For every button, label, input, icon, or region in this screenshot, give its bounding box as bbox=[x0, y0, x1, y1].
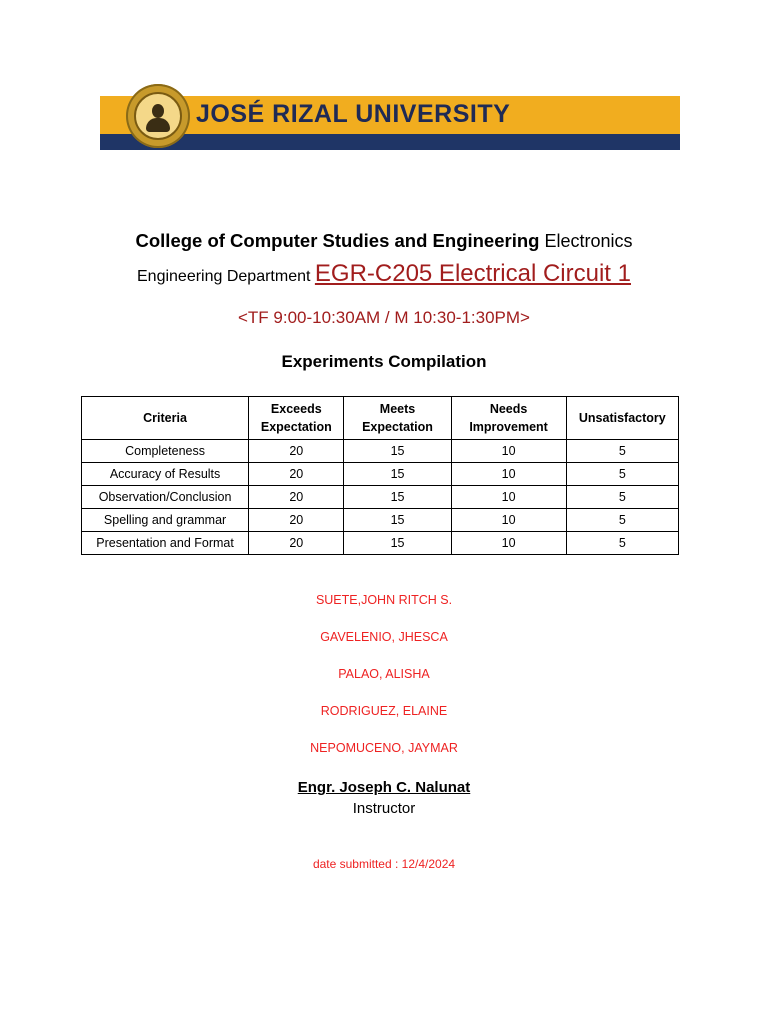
score-cell: 5 bbox=[566, 532, 678, 555]
score-cell: 5 bbox=[566, 463, 678, 486]
header-meets: Meets Expectation bbox=[344, 397, 451, 440]
course-title: EGR-C205 Electrical Circuit 1 bbox=[314, 260, 631, 287]
instructor-name: Engr. Joseph C. Nalunat bbox=[297, 779, 471, 796]
table-row bbox=[82, 509, 679, 532]
score-cell: 5 bbox=[566, 440, 678, 463]
college-name: College of Computer Studies and Engineering bbox=[135, 230, 540, 251]
score-cell: 10 bbox=[451, 463, 566, 486]
seal-portrait-body bbox=[146, 118, 170, 132]
score-cell: 20 bbox=[249, 440, 344, 463]
rubric-table bbox=[81, 396, 679, 555]
score-cell: 15 bbox=[344, 532, 451, 555]
list-item: GAVELENIO, JHESCA bbox=[320, 630, 448, 644]
criteria-cell: Spelling and grammar bbox=[82, 509, 249, 532]
score-cell: 15 bbox=[344, 463, 451, 486]
header-needs-improvement: Needs Improvement bbox=[451, 397, 566, 440]
table-row bbox=[82, 532, 679, 555]
header-unsatisfactory: Unsatisfactory bbox=[566, 397, 678, 440]
seal-portrait-head bbox=[152, 104, 164, 118]
table-row bbox=[82, 463, 679, 486]
score-cell: 10 bbox=[451, 440, 566, 463]
score-cell: 5 bbox=[566, 509, 678, 532]
table-row bbox=[82, 440, 679, 463]
member-list bbox=[0, 592, 768, 777]
university-banner bbox=[100, 96, 680, 150]
rubric-header-row bbox=[82, 397, 679, 440]
university-name: JOSÉ RIZAL UNIVERSITY bbox=[196, 100, 511, 128]
criteria-cell: Presentation and Format bbox=[82, 532, 249, 555]
date-submitted: date submitted : 12/4/2024 bbox=[312, 857, 456, 871]
score-cell: 15 bbox=[344, 509, 451, 532]
list-item: NEPOMUCENO, JAYMAR bbox=[310, 741, 458, 755]
score-cell: 10 bbox=[451, 486, 566, 509]
score-cell: 15 bbox=[344, 486, 451, 509]
score-cell: 20 bbox=[249, 532, 344, 555]
banner-navy-band bbox=[100, 134, 680, 150]
header-exceeds: Exceeds Expectation bbox=[249, 397, 344, 440]
header-criteria: Criteria bbox=[82, 397, 249, 440]
document-subtitle: Experiments Compilation bbox=[281, 352, 487, 371]
score-cell: 15 bbox=[344, 440, 451, 463]
department-part2: Engineering Department bbox=[137, 268, 311, 285]
seal-inner-ring bbox=[134, 92, 182, 140]
score-cell: 10 bbox=[451, 509, 566, 532]
department-line bbox=[0, 258, 768, 293]
criteria-cell: Accuracy of Results bbox=[82, 463, 249, 486]
criteria-cell: Observation/Conclusion bbox=[82, 486, 249, 509]
criteria-cell: Completeness bbox=[82, 440, 249, 463]
instructor-block bbox=[0, 778, 768, 820]
score-cell: 10 bbox=[451, 532, 566, 555]
list-item: RODRIGUEZ, ELAINE bbox=[320, 704, 448, 718]
table-row bbox=[82, 486, 679, 509]
college-line bbox=[0, 228, 768, 254]
score-cell: 20 bbox=[249, 463, 344, 486]
department-part1: Electronics bbox=[544, 231, 633, 251]
class-schedule: <TF 9:00-10:30AM / M 10:30-1:30PM> bbox=[238, 308, 530, 327]
university-seal-icon bbox=[126, 84, 190, 148]
score-cell: 20 bbox=[249, 509, 344, 532]
list-item: PALAO, ALISHA bbox=[338, 667, 430, 681]
score-cell: 5 bbox=[566, 486, 678, 509]
instructor-role: Instructor bbox=[352, 800, 416, 817]
score-cell: 20 bbox=[249, 486, 344, 509]
list-item: SUETE,JOHN RITCH S. bbox=[315, 593, 453, 607]
